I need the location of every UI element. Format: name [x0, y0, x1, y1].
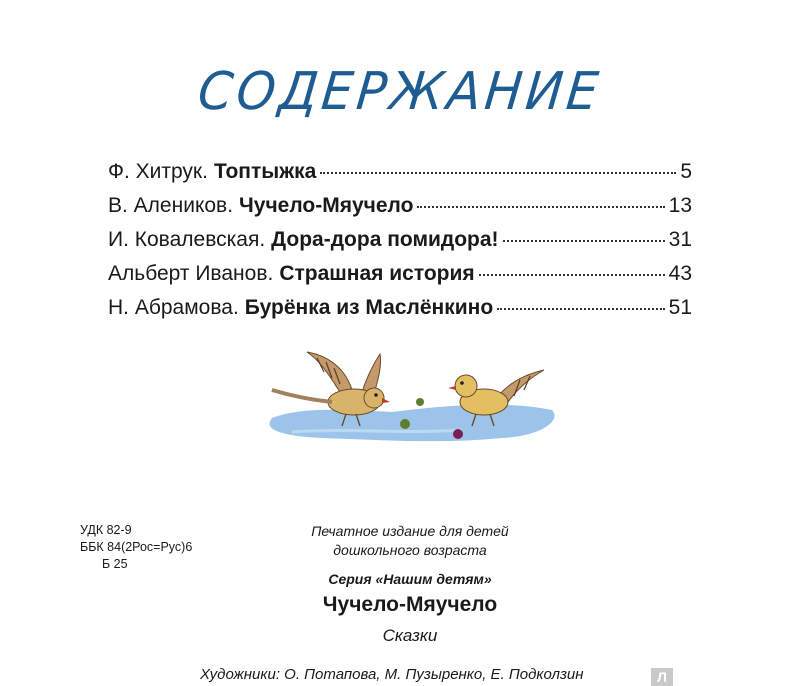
toc-leader-dots: [320, 172, 676, 174]
berry-purple: [453, 429, 463, 439]
water-puddle: [269, 405, 554, 442]
toc-leader-dots: [503, 240, 665, 242]
bbk-code: ББК 84(2Рос=Рус)6: [80, 540, 193, 554]
toc-author: И. Ковалевская.: [108, 228, 266, 251]
berry-green: [400, 419, 410, 429]
table-of-contents: [108, 160, 692, 330]
toc-work-title: Чучело-Мяучело: [239, 194, 414, 217]
artists-credit: Художники: О. Потапова, М. Пузыренко, Е. Подколзин: [200, 666, 584, 683]
watermark-badge: Л: [651, 668, 673, 686]
berry-green: [416, 398, 424, 406]
toc-work-title: Дора-дора помидора!: [271, 228, 499, 251]
toc-row: [108, 160, 692, 194]
toc-author: Ф. Хитрук.: [108, 160, 208, 183]
toc-row: [108, 228, 692, 262]
series-name: Серия «Нашим детям»: [328, 571, 492, 587]
toc-author: В. Алеников.: [108, 194, 234, 217]
page-title: СОДЕРЖАНИЕ: [195, 62, 605, 122]
toc-row: [108, 296, 692, 330]
imprint-block: [250, 522, 570, 645]
author-sign: Б 25: [102, 557, 128, 571]
toc-work-title: Бурёнка из Маслёнкино: [244, 296, 494, 319]
toc-leader-dots: [497, 308, 664, 310]
toc-author: Альберт Иванов.: [108, 262, 274, 285]
book-title: Чучело-Мяучело: [322, 593, 498, 616]
toc-row: [108, 262, 692, 296]
udk-code: УДК 82-9: [80, 523, 132, 537]
toc-page-number: 31: [668, 228, 692, 251]
imprint-line: дошкольного возраста: [333, 542, 487, 558]
toc-page-number: 13: [668, 194, 692, 217]
toc-leader-dots: [417, 206, 664, 208]
toc-work-title: Топтыжка: [213, 160, 317, 183]
toc-page-number: 51: [668, 296, 692, 319]
genre: Сказки: [382, 626, 438, 645]
sparrows-illustration: [262, 340, 562, 450]
toc-leader-dots: [479, 274, 665, 276]
imprint-line: Печатное издание для детей: [311, 523, 509, 539]
toc-work-title: Страшная история: [279, 262, 475, 285]
classification-codes: [80, 522, 192, 573]
toc-author: Н. Абрамова.: [108, 296, 239, 319]
toc-row: [108, 194, 692, 228]
toc-page-number: 43: [668, 262, 692, 285]
toc-page-number: 5: [680, 160, 692, 183]
